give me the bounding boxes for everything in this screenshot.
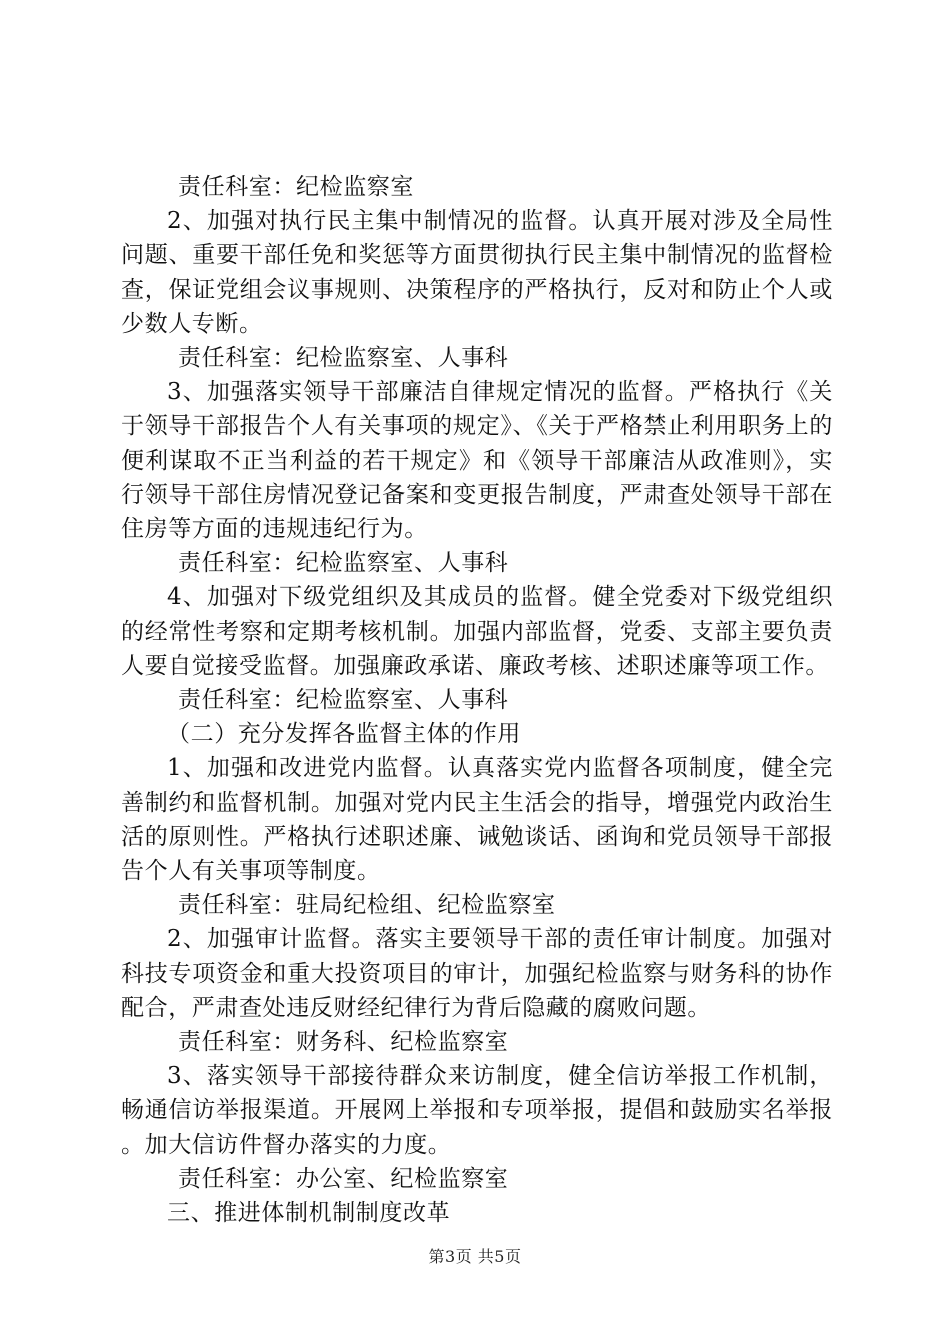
paragraph-item: 1、加强和改进党内监督。认真落实党内监督各项制度，健全完善制约和监督机制。加强对党内民主生活会的指导，增强党内政治生活的原则性。严格执行述职述廉、诫勉谈话、函询和党员领导干部报告个人有关事项等制度。 (121, 755, 833, 885)
section-heading: 三、推进体制机制制度改革 (167, 1200, 451, 1227)
paragraph-item: 3、落实领导干部接待群众来访制度，健全信访举报工作机制，畅通信访举报渠道。开展网上举报和专项举报，提倡和鼓励实名举报。加大信访件督办落实的力度。 (121, 1063, 833, 1158)
paragraph-item: 4、加强对下级党组织及其成员的监督。健全党委对下级党组织的经常性考察和定期考核机制。加强内部监督，党委、支部主要负责人要自觉接受监督。加强廉政承诺、廉政考核、述职述廉等项工作。 (121, 584, 833, 679)
responsibility-line: 责任科室：财务科、纪检监察室 (178, 1029, 509, 1056)
responsibility-line: 责任科室：驻局纪检组、纪检监察室 (178, 892, 556, 919)
responsibility-line: 责任科室：纪检监察室、人事科 (178, 550, 509, 577)
responsibility-line: 责任科室：办公室、纪检监察室 (178, 1165, 509, 1192)
section-subheading: （二）充分发挥各监督主体的作用 (167, 721, 521, 748)
responsibility-line: 责任科室：纪检监察室、人事科 (178, 345, 509, 372)
paragraph-item: 2、加强审计监督。落实主要领导干部的责任审计制度。加强对科技专项资金和重大投资项目的审计，加强纪检监察与财务科的协作配合，严肃查处违反财经纪律行为背后隐藏的腐败问题。 (121, 926, 833, 1021)
page-number-footer: 第3页 共5页 (428, 1247, 522, 1266)
responsibility-line: 责任科室：纪检监察室、人事科 (178, 687, 509, 714)
responsibility-line: 责任科室：纪检监察室 (178, 174, 414, 200)
paragraph-item: 3、加强落实领导干部廉洁自律规定情况的监督。严格执行《关于领导干部报告个人有关事项的规定》、《关于严格禁止利用职务上的便利谋取不正当利益的若干规定》和《领导干部廉洁从政准则》，实行领导干部住房情况登记备案和变更报告制度，严肃查处领导干部在住房等方面的违规违纪行为。 (121, 379, 833, 543)
document-body (121, 170, 833, 1230)
paragraph-item: 2、加强对执行民主集中制情况的监督。认真开展对涉及全局性问题、重要干部任免和奖惩等方面贯彻执行民主集中制情况的监督检查，保证党组会议事规则、决策程序的严格执行，反对和防止个人或少数人专断。 (121, 208, 833, 337)
